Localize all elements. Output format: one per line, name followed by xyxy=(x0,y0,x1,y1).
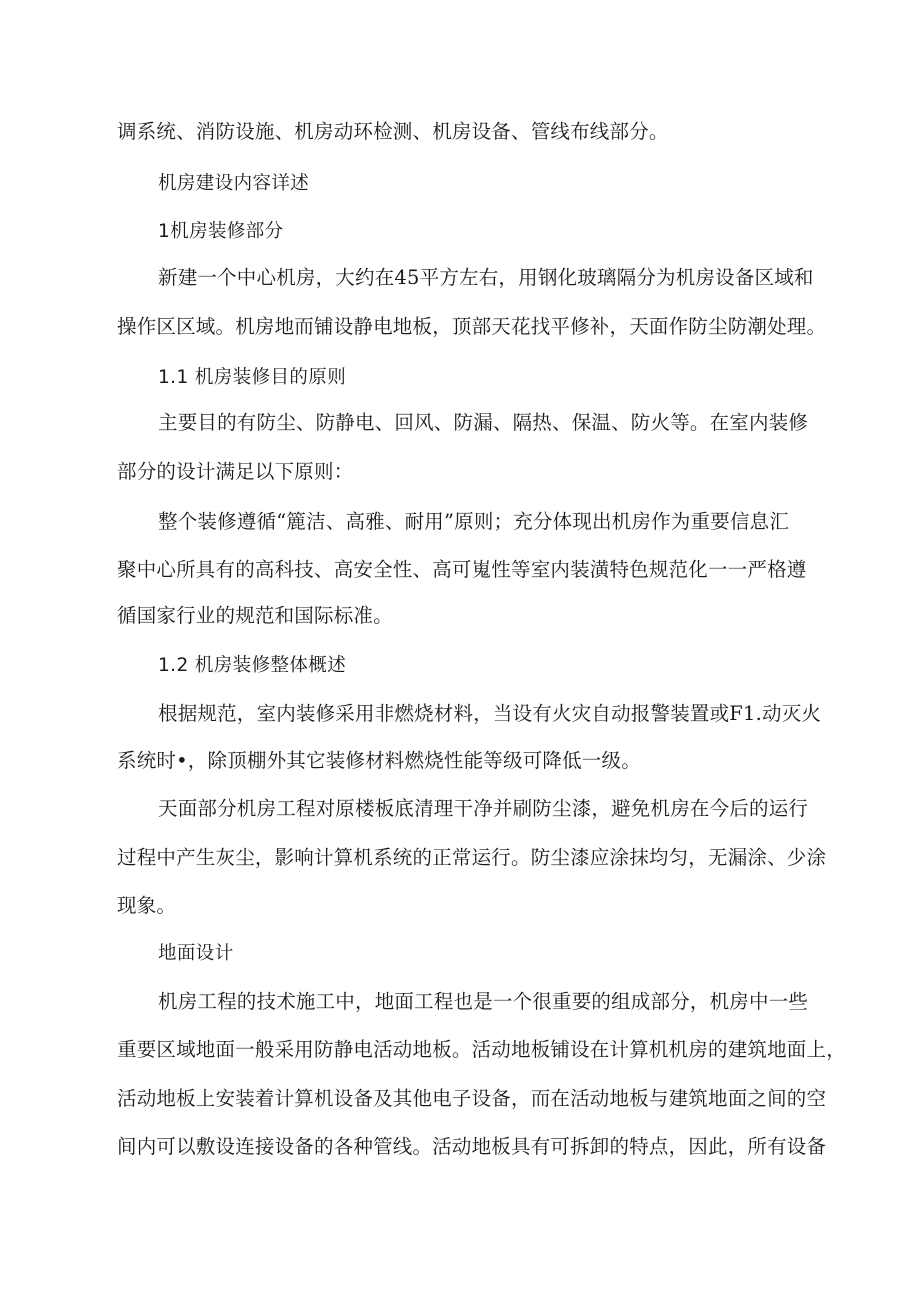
paragraph-line: 系统时•，除顶棚外其它装修材料燃烧性能等级可降低一级。 xyxy=(117,749,641,772)
paragraph-line: 重要区域地面一般采用防静电活动地板。活动地板铺设在计算机机房的建筑地面上， xyxy=(117,1038,846,1061)
paragraph-line: 操作区区域。机房地而铺设静电地板，顶部天花找平修补，天面作防尘防潮处理。 xyxy=(117,315,827,338)
paragraph-line: 主要目的有防尘、防静电、回风、防漏、隔热、保温、防火等。在室内装修 xyxy=(158,411,809,434)
paragraph-line: 根据规范，室内装修采用非燃烧材料，当设有火灾自动报警装置或F1.动灭火 xyxy=(158,702,822,725)
section-heading: 机房建设内容详述 xyxy=(158,173,310,194)
section-heading: 地面设计 xyxy=(158,943,234,964)
paragraph-line: 循国家行业的规范和国际标准。 xyxy=(117,604,393,627)
paragraph-line: 天面部分机房工程对原楼板底清理干净并刷防尘漆，避免机房在今后的运行 xyxy=(158,797,809,820)
paragraph-line: 部分的设计满足以下原则： xyxy=(117,460,354,483)
paragraph-line: 间内可以敷设连接设备的各种管线。活动地板具有可拆卸的特点，因此，所有设备 xyxy=(117,1135,827,1158)
paragraph-line: 聚中心所具有的高科技、高安全性、高可嵬性等室内装潢特色规范化一一严格遵 xyxy=(117,558,807,581)
paragraph-line: 整个装修遵循“簏洁、高雅、耐用”原则；充分体现出机房作为重要信息汇 xyxy=(158,510,790,533)
paragraph-line: 调系统、消防设施、机房动环检测、机房设备、管线布线部分。 xyxy=(117,120,669,143)
paragraph-line: 新建一个中心机房，大约在45平方左右，用钢化玻璃隔分为机房设备区域和 xyxy=(158,266,814,289)
section-heading: 1.1 机房装修目的原则 xyxy=(158,367,347,388)
section-heading: 1机房装修部分 xyxy=(158,221,284,242)
paragraph-line: 活动地板上安装着计算机设备及其他电子设备，而在活动地板与建筑地面之间的空 xyxy=(117,1087,827,1110)
paragraph-line: 机房工程的技术施工中，地面工程也是一个很重要的组成部分，机房中一些 xyxy=(158,990,809,1013)
section-heading: 1.2 机房装修整体概述 xyxy=(158,655,347,676)
paragraph-line: 现象。 xyxy=(117,894,177,917)
paragraph-line: 过程中产生灰尘，影响计算机系统的正常运行。防尘漆应涂抹均匀，无漏涂、少涂 xyxy=(117,846,827,869)
